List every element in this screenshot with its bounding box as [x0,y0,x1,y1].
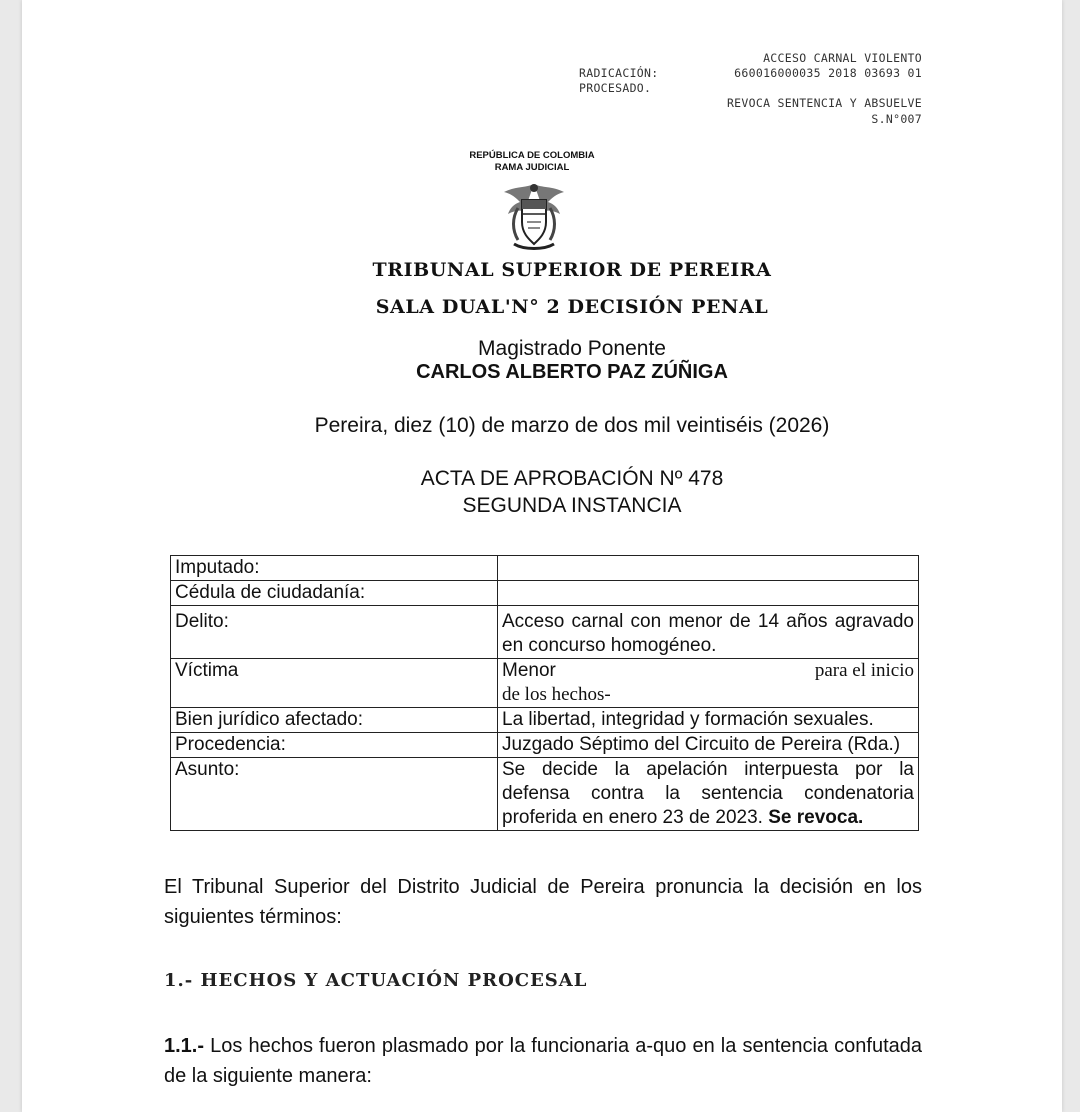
acta-line1: ACTA DE APROBACIÓN Nº 478 [420,467,724,490]
cedula-value [498,581,919,606]
bien-value: La libertad, integridad y formación sexuales. [498,708,919,733]
table-row-cedula [171,581,919,606]
section1-title: 1.- HECHOS Y ACTUACIÓN PROCESAL [164,970,588,991]
asunto-bold: Se revoca. [768,807,864,828]
header-right-line1: ACCESO CARNAL VIOLENTO [763,51,922,65]
paragraph-1-1-text: Los hechos fueron plasmado por la funcionaria a-quo en la sentencia confutada de la siguiente manera: [164,1035,922,1087]
asunto-label: Asunto: [171,758,498,831]
imputado-label: Imputado: [171,556,498,581]
document-page [22,0,1062,1112]
cedula-label: Cédula de ciudadanía: [171,581,498,606]
coat-of-arms-icon [498,178,570,254]
header-label-procesado: PROCESADO. [579,81,652,95]
court-sala: SALA DUAL'N° 2 DECISIÓN PENAL [375,296,769,318]
paragraph-1-1-number: 1.1.- [164,1035,205,1057]
court-title: TRIBUNAL SUPERIOR DE PEREIRA [372,259,772,281]
table-row-procedencia [171,733,919,758]
header-label-radicacion: RADICACIÓN: [579,66,659,80]
magistrado-name: CARLOS ALBERTO PAZ ZÚÑIGA [416,361,728,383]
table-row-bien [171,708,919,733]
paragraph-1-1 [164,1031,922,1091]
asunto-value [498,758,919,831]
imputado-value [498,556,919,581]
date-line: Pereira, diez (10) de marzo de dos mil veintiséis (2026) [314,414,830,437]
table-row-imputado [171,556,919,581]
bien-label: Bien jurídico afectado: [171,708,498,733]
header-right-line3: REVOCA SENTENCIA Y ABSUELVE [726,96,922,110]
table-row-victima [171,659,919,708]
seal-line-rama: RAMA JUDICIAL [494,162,570,173]
delito-value: Acceso carnal con menor de 14 años agravado en concurso homogéneo. [498,606,919,659]
victima-value-hechos: de los hechos- [502,684,611,705]
delito-label: Delito: [171,606,498,659]
victima-label: Víctima [171,659,498,708]
case-info-table [170,555,919,831]
header-right-line2: 660016000035 2018 03693 01 [734,66,922,80]
magistrado-label: Magistrado Ponente [478,337,666,360]
acta-line2: SEGUNDA INSTANCIA [462,494,682,517]
victima-value-menor: Menor [502,660,556,681]
victima-value [498,659,919,708]
asunto-text: Se decide la apelación interpuesta por la defensa contra la sentencia condenatoria proferida en enero 23 de 2023. [502,759,914,828]
table-row-delito [171,606,919,659]
seal-line-republica: REPÚBLICA DE COLOMBIA [469,150,595,161]
procedencia-value: Juzgado Séptimo del Circuito de Pereira (Rda.) [498,733,919,758]
procedencia-label: Procedencia: [171,733,498,758]
intro-paragraph: El Tribunal Superior del Distrito Judicial de Pereira pronuncia la decisión en los siguientes términos: [164,876,922,928]
header-right-line4: S.N°007 [871,112,922,126]
victima-value-inicio: para el inicio [814,660,914,681]
table-row-asunto [171,758,919,831]
